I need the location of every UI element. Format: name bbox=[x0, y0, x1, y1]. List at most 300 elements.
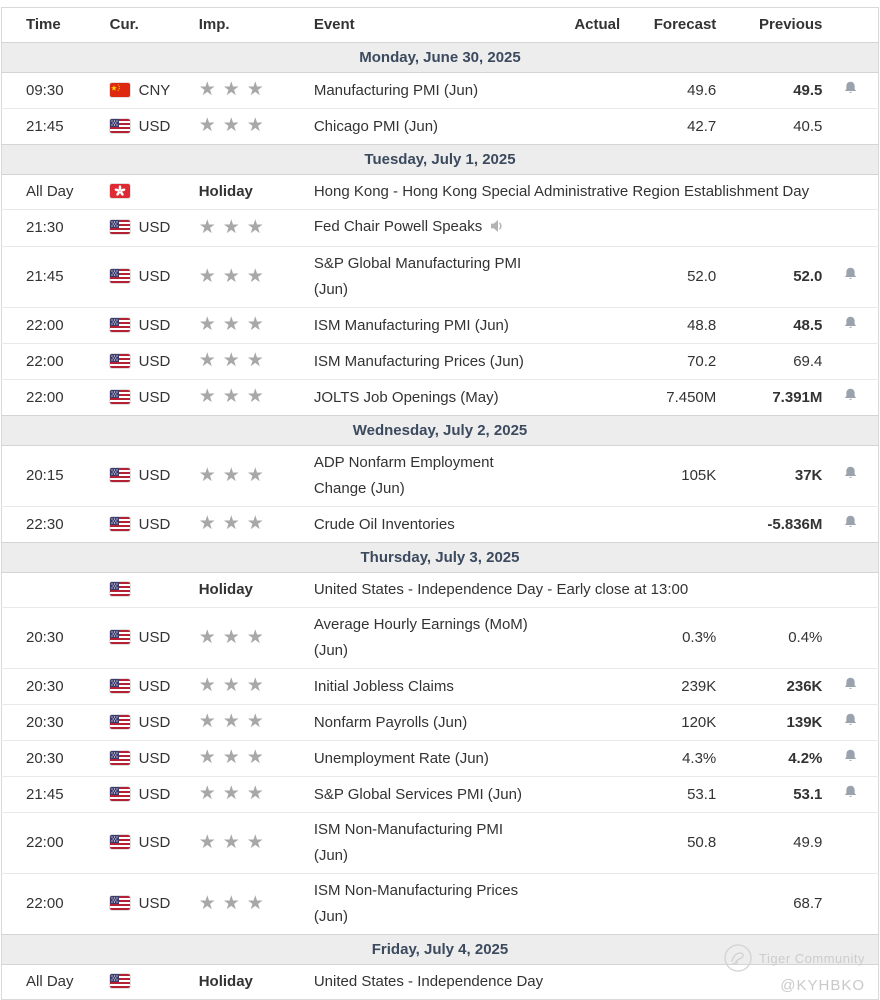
previous-value: 236K bbox=[716, 669, 822, 705]
actual-value bbox=[562, 247, 620, 308]
previous-value: 53.1 bbox=[716, 777, 822, 813]
event-column-header: Event bbox=[312, 8, 562, 43]
watermark-brand: Tiger Community bbox=[759, 950, 865, 966]
currency-cell bbox=[108, 507, 196, 543]
event-time: 20:30 bbox=[2, 705, 108, 741]
flag-us-icon bbox=[110, 751, 130, 765]
star-icon: ★ bbox=[222, 265, 240, 287]
currency-cell bbox=[108, 813, 196, 874]
star-icon: ★ bbox=[222, 513, 240, 534]
currency-cell bbox=[108, 705, 196, 741]
alert-cell bbox=[822, 813, 878, 874]
importance-stars bbox=[199, 783, 271, 804]
alert-cell bbox=[822, 210, 878, 247]
star-icon: ★ bbox=[222, 386, 240, 407]
flag-us-icon bbox=[110, 679, 130, 693]
time-column-header: Time bbox=[2, 8, 108, 43]
importance-cell bbox=[196, 965, 312, 1000]
event-name[interactable]: Manufacturing PMI (Jun) bbox=[313, 81, 479, 99]
star-icon: ★ bbox=[222, 79, 240, 100]
star-icon: ★ bbox=[198, 831, 216, 853]
previous-value bbox=[716, 210, 822, 247]
star-icon: ★ bbox=[222, 892, 240, 914]
previous-value: 139K bbox=[716, 705, 822, 741]
star-icon: ★ bbox=[222, 216, 240, 238]
date-row bbox=[2, 43, 879, 73]
star-icon: ★ bbox=[246, 675, 264, 696]
event-cell bbox=[312, 705, 562, 741]
date-header: Monday, June 30, 2025 bbox=[2, 43, 879, 73]
flag-us-icon bbox=[110, 517, 130, 531]
holiday-row bbox=[2, 965, 879, 1000]
star-icon: ★ bbox=[198, 265, 216, 287]
event-time: 22:00 bbox=[2, 874, 108, 935]
event-row bbox=[2, 608, 879, 669]
flag-us-icon bbox=[110, 974, 130, 988]
event-row bbox=[2, 669, 879, 705]
star-icon: ★ bbox=[198, 513, 216, 534]
flag-us-icon bbox=[110, 468, 130, 482]
star-icon: ★ bbox=[222, 675, 240, 696]
star-icon: ★ bbox=[222, 115, 240, 136]
event-row bbox=[2, 210, 879, 247]
star-icon: ★ bbox=[198, 892, 216, 914]
event-time: 22:00 bbox=[2, 380, 108, 416]
event-time: 22:00 bbox=[2, 308, 108, 344]
alert-cell bbox=[822, 705, 878, 741]
actual-value bbox=[562, 669, 620, 705]
currency-code: CNY bbox=[138, 81, 171, 99]
currency-cell bbox=[108, 669, 196, 705]
importance-stars bbox=[199, 627, 271, 648]
event-name[interactable]: Chicago PMI (Jun) bbox=[313, 117, 439, 135]
event-row bbox=[2, 777, 879, 813]
holiday-description: United States - Independence Day - Early close at 13:00 bbox=[313, 581, 689, 598]
star-icon: ★ bbox=[246, 314, 264, 335]
actual-value bbox=[562, 109, 620, 145]
bell-icon[interactable] bbox=[843, 465, 858, 480]
flag-us-icon bbox=[110, 582, 130, 596]
event-cell bbox=[312, 344, 562, 380]
watermark-handle: @KYHBKO bbox=[780, 977, 865, 994]
star-icon: ★ bbox=[198, 783, 216, 804]
alert-cell bbox=[822, 741, 878, 777]
alert-cell bbox=[822, 344, 878, 380]
event-name[interactable]: Fed Chair Powell Speaks bbox=[313, 218, 483, 235]
previous-value: 7.391M bbox=[716, 380, 822, 416]
currency-code: USD bbox=[138, 268, 171, 285]
star-icon: ★ bbox=[198, 350, 216, 371]
event-name[interactable]: ISM Manufacturing Prices (Jun) bbox=[313, 352, 524, 370]
importance-stars bbox=[199, 465, 271, 486]
event-cell bbox=[312, 874, 562, 935]
actual-value bbox=[562, 813, 620, 874]
event-time: 21:30 bbox=[2, 210, 108, 247]
importance-stars bbox=[199, 350, 271, 371]
currency-cell bbox=[108, 344, 196, 380]
currency-cell bbox=[108, 608, 196, 669]
holiday-description: United States - Independence Day bbox=[313, 973, 544, 990]
bell-icon[interactable] bbox=[843, 514, 858, 529]
importance-stars bbox=[199, 266, 271, 287]
actual-value bbox=[562, 344, 620, 380]
actual-column-header: Actual bbox=[562, 8, 620, 43]
currency-code: USD bbox=[138, 316, 171, 334]
event-name[interactable]: ISM Manufacturing PMI (Jun) bbox=[313, 316, 509, 334]
star-icon: ★ bbox=[198, 216, 216, 238]
importance-stars bbox=[199, 711, 271, 732]
holiday-label: Holiday bbox=[198, 183, 253, 200]
currency-cell bbox=[108, 308, 196, 344]
actual-value bbox=[562, 507, 620, 543]
event-name[interactable]: JOLTS Job Openings (May) bbox=[313, 388, 499, 406]
star-icon: ★ bbox=[198, 79, 216, 100]
currency-cell bbox=[108, 73, 196, 109]
currency-code: USD bbox=[138, 895, 171, 912]
forecast-value: 7.450M bbox=[620, 380, 716, 416]
event-row bbox=[2, 741, 879, 777]
event-row bbox=[2, 507, 879, 543]
previous-value: 40.5 bbox=[716, 109, 822, 145]
holiday-label: Holiday bbox=[198, 581, 253, 598]
date-row bbox=[2, 935, 879, 965]
forecast-value: 0.3% bbox=[620, 608, 716, 669]
importance-stars bbox=[199, 747, 271, 768]
currency-code: USD bbox=[138, 785, 171, 803]
column-header-row bbox=[2, 8, 879, 43]
event-name[interactable]: Crude Oil Inventories bbox=[313, 515, 455, 533]
event-row bbox=[2, 813, 879, 874]
currency-cell bbox=[108, 175, 196, 210]
bell-icon[interactable] bbox=[843, 387, 858, 402]
event-cell bbox=[312, 965, 879, 1000]
event-cell bbox=[312, 608, 562, 669]
event-cell bbox=[312, 308, 562, 344]
previous-value: -5.836M bbox=[716, 507, 822, 543]
importance-cell bbox=[196, 175, 312, 210]
star-icon: ★ bbox=[198, 675, 216, 696]
importance-cell bbox=[196, 608, 312, 669]
event-row bbox=[2, 874, 879, 935]
star-icon: ★ bbox=[246, 513, 264, 534]
star-icon: ★ bbox=[198, 386, 216, 407]
forecast-value: 120K bbox=[620, 705, 716, 741]
star-icon: ★ bbox=[246, 115, 264, 136]
importance-cell bbox=[196, 73, 312, 109]
economic-calendar-table bbox=[1, 7, 879, 1000]
bell-icon[interactable] bbox=[843, 784, 858, 799]
star-icon: ★ bbox=[246, 783, 264, 804]
currency-code: USD bbox=[138, 467, 171, 484]
flag-cn-icon bbox=[110, 83, 130, 97]
star-icon: ★ bbox=[246, 79, 264, 100]
forecast-value bbox=[620, 210, 716, 247]
event-time: 09:30 bbox=[2, 73, 108, 109]
date-row bbox=[2, 145, 879, 175]
event-name[interactable]: ISM Non-Manufacturing Prices (Jun) bbox=[313, 882, 519, 925]
forecast-value: 49.6 bbox=[620, 73, 716, 109]
event-name[interactable]: S&P Global Services PMI (Jun) bbox=[313, 785, 522, 803]
alert-cell bbox=[822, 608, 878, 669]
currency-cell bbox=[108, 247, 196, 308]
event-row bbox=[2, 247, 879, 308]
bell-icon[interactable] bbox=[843, 712, 858, 727]
event-time: 22:00 bbox=[2, 344, 108, 380]
currency-code: USD bbox=[138, 117, 171, 135]
importance-stars bbox=[199, 832, 271, 853]
importance-stars bbox=[199, 79, 271, 100]
star-icon: ★ bbox=[198, 464, 216, 486]
currency-code: USD bbox=[138, 834, 171, 851]
event-cell bbox=[312, 73, 562, 109]
forecast-value bbox=[620, 507, 716, 543]
alert-cell bbox=[822, 109, 878, 145]
currency-cell bbox=[108, 573, 196, 608]
currency-cell bbox=[108, 210, 196, 247]
currency-cell bbox=[108, 965, 196, 1000]
importance-cell bbox=[196, 705, 312, 741]
event-time: 20:15 bbox=[2, 446, 108, 507]
currency-code: USD bbox=[138, 749, 171, 767]
currency-code: USD bbox=[138, 388, 171, 406]
previous-value: 37K bbox=[716, 446, 822, 507]
event-name[interactable]: Average Hourly Earnings (MoM) (Jun) bbox=[313, 616, 528, 659]
event-cell bbox=[312, 380, 562, 416]
star-icon: ★ bbox=[222, 314, 240, 335]
event-cell bbox=[312, 777, 562, 813]
event-cell bbox=[312, 741, 562, 777]
flag-us-icon bbox=[110, 787, 130, 801]
currency-cell bbox=[108, 446, 196, 507]
importance-stars bbox=[199, 217, 271, 238]
star-icon: ★ bbox=[222, 350, 240, 371]
star-icon: ★ bbox=[198, 747, 216, 768]
flag-us-icon bbox=[110, 715, 130, 729]
event-cell bbox=[312, 210, 562, 247]
event-cell bbox=[312, 247, 562, 308]
date-row bbox=[2, 416, 879, 446]
event-name[interactable]: Initial Jobless Claims bbox=[313, 677, 454, 695]
star-icon: ★ bbox=[222, 626, 240, 648]
importance-cell bbox=[196, 109, 312, 145]
previous-value: 49.5 bbox=[716, 73, 822, 109]
event-cell bbox=[312, 507, 562, 543]
currency-code: USD bbox=[138, 515, 171, 533]
event-time: All Day bbox=[2, 965, 108, 1000]
forecast-column-header: Forecast bbox=[620, 8, 716, 43]
importance-cell bbox=[196, 507, 312, 543]
event-name[interactable]: ADP Nonfarm Employment Change (Jun) bbox=[313, 454, 494, 497]
alerts-column-header bbox=[822, 8, 878, 43]
flag-us-icon bbox=[110, 835, 130, 849]
date-header: Wednesday, July 2, 2025 bbox=[2, 416, 879, 446]
forecast-value: 4.3% bbox=[620, 741, 716, 777]
event-cell bbox=[312, 109, 562, 145]
actual-value bbox=[562, 777, 620, 813]
holiday-row bbox=[2, 573, 879, 608]
economic-calendar bbox=[1, 7, 879, 1000]
importance-stars bbox=[199, 513, 271, 534]
date-header: Thursday, July 3, 2025 bbox=[2, 543, 879, 573]
alert-cell bbox=[822, 777, 878, 813]
importance-cell bbox=[196, 741, 312, 777]
bell-icon[interactable] bbox=[843, 266, 858, 281]
alert-cell bbox=[822, 669, 878, 705]
forecast-value: 42.7 bbox=[620, 109, 716, 145]
importance-cell bbox=[196, 344, 312, 380]
forecast-value: 239K bbox=[620, 669, 716, 705]
actual-value bbox=[562, 380, 620, 416]
event-time: 22:00 bbox=[2, 813, 108, 874]
importance-column-header: Imp. bbox=[196, 8, 312, 43]
star-icon: ★ bbox=[198, 314, 216, 335]
event-time: 21:45 bbox=[2, 109, 108, 145]
previous-column-header: Previous bbox=[716, 8, 822, 43]
currency-cell bbox=[108, 741, 196, 777]
bell-icon[interactable] bbox=[843, 315, 858, 330]
importance-cell bbox=[196, 446, 312, 507]
event-time: 20:30 bbox=[2, 669, 108, 705]
actual-value bbox=[562, 874, 620, 935]
event-time: All Day bbox=[2, 175, 108, 210]
importance-cell bbox=[196, 247, 312, 308]
event-time: 21:45 bbox=[2, 777, 108, 813]
bell-icon[interactable] bbox=[843, 748, 858, 763]
importance-stars bbox=[199, 386, 271, 407]
importance-stars bbox=[199, 314, 271, 335]
importance-cell bbox=[196, 777, 312, 813]
flag-us-icon bbox=[110, 354, 130, 368]
event-row bbox=[2, 73, 879, 109]
event-cell bbox=[312, 669, 562, 705]
event-cell bbox=[312, 175, 879, 210]
holiday-description: Hong Kong - Hong Kong Special Administrative Region Establishment Day bbox=[313, 183, 810, 200]
star-icon: ★ bbox=[246, 265, 264, 287]
currency-code: USD bbox=[138, 352, 171, 370]
flag-us-icon bbox=[110, 269, 130, 283]
event-time: 20:30 bbox=[2, 608, 108, 669]
star-icon: ★ bbox=[246, 831, 264, 853]
bell-icon[interactable] bbox=[843, 80, 858, 95]
actual-value bbox=[562, 308, 620, 344]
event-time bbox=[2, 573, 108, 608]
currency-cell bbox=[108, 380, 196, 416]
forecast-value: 48.8 bbox=[620, 308, 716, 344]
event-name[interactable]: S&P Global Manufacturing PMI (Jun) bbox=[313, 255, 522, 298]
flag-us-icon bbox=[110, 390, 130, 404]
event-name[interactable]: ISM Non-Manufacturing PMI (Jun) bbox=[313, 821, 504, 864]
currency-cell bbox=[108, 874, 196, 935]
alert-cell bbox=[822, 507, 878, 543]
event-time: 22:30 bbox=[2, 507, 108, 543]
importance-stars bbox=[199, 115, 271, 136]
flag-hk-icon bbox=[110, 184, 130, 198]
previous-value: 48.5 bbox=[716, 308, 822, 344]
importance-cell bbox=[196, 573, 312, 608]
flag-us-icon bbox=[110, 630, 130, 644]
star-icon: ★ bbox=[222, 831, 240, 853]
currency-code: USD bbox=[138, 219, 171, 236]
actual-value bbox=[562, 446, 620, 507]
currency-cell bbox=[108, 777, 196, 813]
event-row bbox=[2, 380, 879, 416]
date-header: Tuesday, July 1, 2025 bbox=[2, 145, 879, 175]
importance-stars bbox=[199, 675, 271, 696]
event-row bbox=[2, 109, 879, 145]
holiday-row bbox=[2, 175, 879, 210]
currency-cell bbox=[108, 109, 196, 145]
star-icon: ★ bbox=[246, 216, 264, 238]
star-icon: ★ bbox=[246, 386, 264, 407]
forecast-value: 52.0 bbox=[620, 247, 716, 308]
currency-code: USD bbox=[138, 677, 171, 695]
actual-value bbox=[562, 705, 620, 741]
event-row bbox=[2, 344, 879, 380]
previous-value: 52.0 bbox=[716, 247, 822, 308]
event-time: 20:30 bbox=[2, 741, 108, 777]
forecast-value: 70.2 bbox=[620, 344, 716, 380]
previous-value: 69.4 bbox=[716, 344, 822, 380]
alert-cell bbox=[822, 308, 878, 344]
star-icon: ★ bbox=[198, 115, 216, 136]
importance-cell bbox=[196, 380, 312, 416]
event-cell bbox=[312, 446, 562, 507]
bell-icon[interactable] bbox=[843, 676, 858, 691]
importance-cell bbox=[196, 813, 312, 874]
actual-value bbox=[562, 741, 620, 777]
star-icon: ★ bbox=[222, 747, 240, 768]
flag-us-icon bbox=[110, 220, 130, 234]
currency-column-header: Cur. bbox=[108, 8, 196, 43]
previous-value: 68.7 bbox=[716, 874, 822, 935]
alert-cell bbox=[822, 73, 878, 109]
importance-stars bbox=[199, 893, 271, 914]
event-row bbox=[2, 705, 879, 741]
star-icon: ★ bbox=[246, 711, 264, 732]
event-row bbox=[2, 446, 879, 507]
previous-value: 0.4% bbox=[716, 608, 822, 669]
forecast-value: 53.1 bbox=[620, 777, 716, 813]
date-header: Friday, July 4, 2025 bbox=[2, 935, 879, 965]
star-icon: ★ bbox=[246, 892, 264, 914]
event-name[interactable]: Nonfarm Payrolls (Jun) bbox=[313, 713, 468, 731]
star-icon: ★ bbox=[198, 626, 216, 648]
flag-us-icon bbox=[110, 318, 130, 332]
actual-value bbox=[562, 73, 620, 109]
event-cell bbox=[312, 573, 879, 608]
star-icon: ★ bbox=[198, 711, 216, 732]
alert-cell bbox=[822, 446, 878, 507]
event-name[interactable]: Unemployment Rate (Jun) bbox=[313, 749, 489, 767]
importance-cell bbox=[196, 669, 312, 705]
star-icon: ★ bbox=[222, 783, 240, 804]
flag-us-icon bbox=[110, 896, 130, 910]
star-icon: ★ bbox=[246, 626, 264, 648]
forecast-value: 50.8 bbox=[620, 813, 716, 874]
event-time: 21:45 bbox=[2, 247, 108, 308]
importance-cell bbox=[196, 308, 312, 344]
currency-code: USD bbox=[138, 629, 171, 646]
alert-cell bbox=[822, 247, 878, 308]
importance-cell bbox=[196, 210, 312, 247]
alert-cell bbox=[822, 380, 878, 416]
star-icon: ★ bbox=[246, 464, 264, 486]
event-row bbox=[2, 308, 879, 344]
forecast-value: 105K bbox=[620, 446, 716, 507]
event-cell bbox=[312, 813, 562, 874]
previous-value: 49.9 bbox=[716, 813, 822, 874]
alert-cell bbox=[822, 874, 878, 935]
